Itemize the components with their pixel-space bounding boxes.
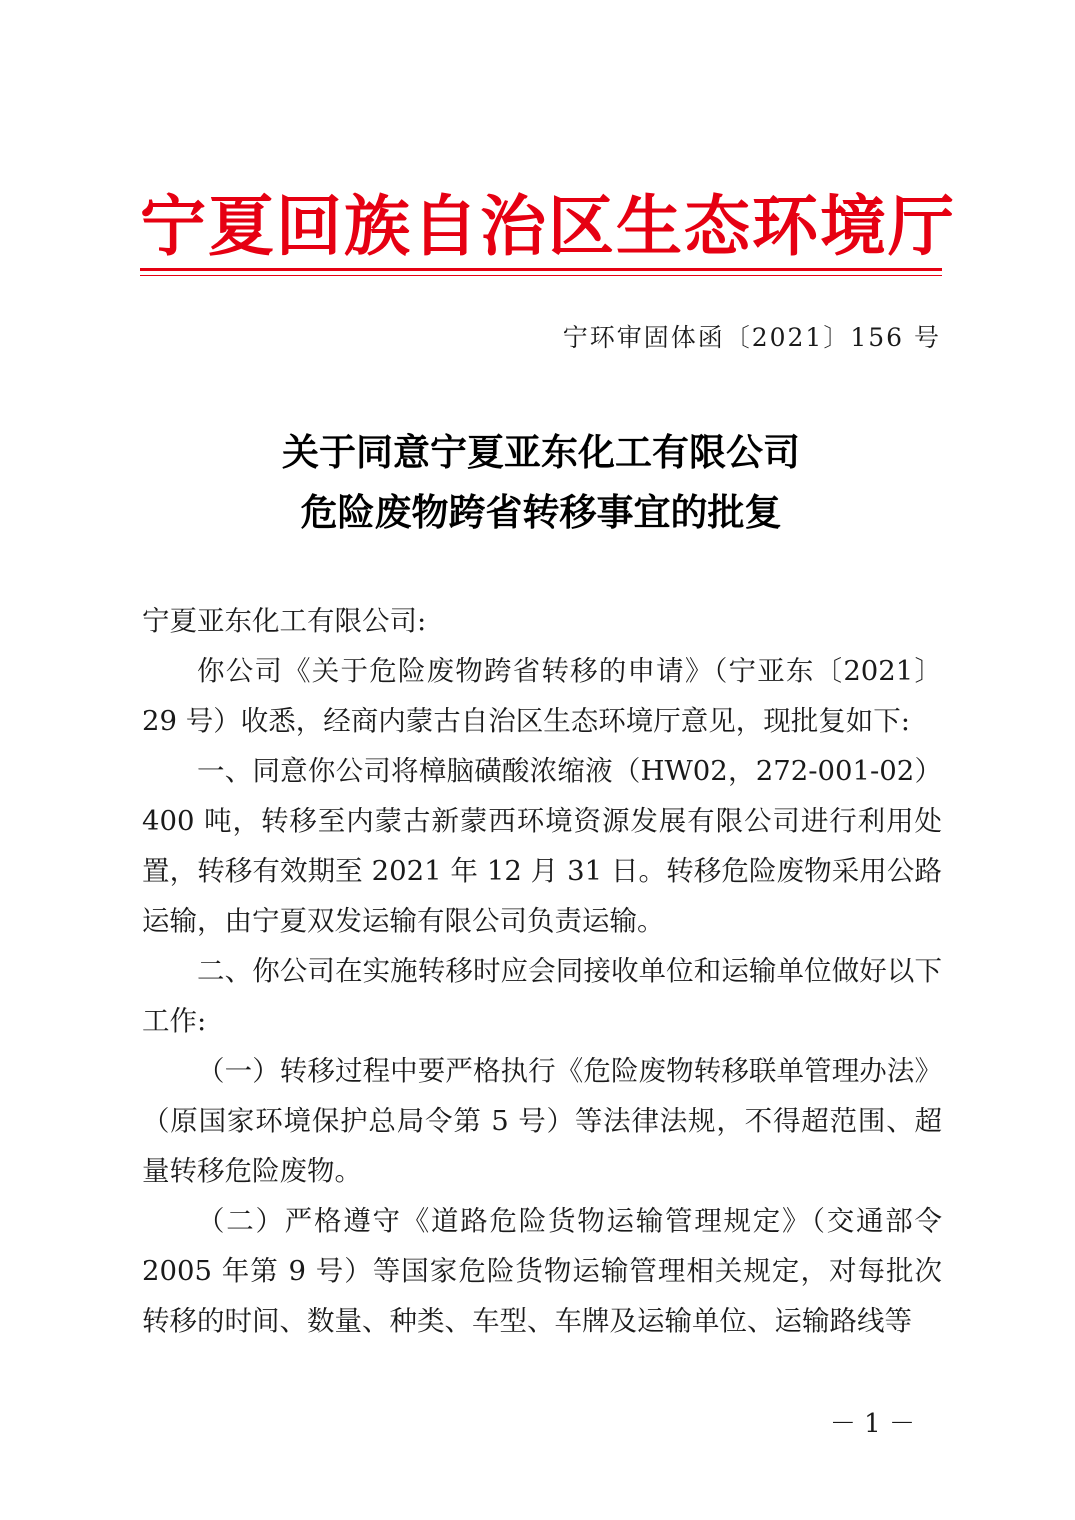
salutation: 宁夏亚东化工有限公司: — [142, 605, 427, 637]
red-separator-line-thick — [140, 268, 942, 271]
body-paragraph-5: （二）严格遵守《道路危险货物运输管理规定》（交通部令 2005 年第 9 号）等国家危险货物运输管理相关规定，对每批次转移的时间、数量、种类、车型、车牌及运输单位、运输路线等 — [142, 1205, 942, 1337]
body-paragraph-3: 二、你公司在实施转移时应会同接收单位和运输单位做好以下工作: — [142, 955, 942, 1037]
red-separator-line-thin — [140, 275, 942, 276]
subject-line-1: 关于同意宁夏亚东化工有限公司 — [282, 430, 800, 474]
body-paragraph-4: （一）转移过程中要严格执行《危险废物转移联单管理办法》（原国家环境保护总局令第 5 号）等法律法规，不得超范围、超量转移危险废物。 — [142, 1055, 942, 1187]
page-number: － 1 － — [829, 1409, 915, 1439]
issuer-header-title: 宁夏回族自治区生态环境厅 — [140, 187, 956, 265]
subject-line-2: 危险废物跨省转移事宜的批复 — [300, 490, 782, 534]
body-paragraph-2: 一、同意你公司将樟脑磺酸浓缩液（HW02，272-001-02）400 吨，转移至内蒙古新蒙西环境资源发展有限公司进行利用处置，转移有效期至 2021 年 12 月 31 日。转移危险废物采用公路运输，由宁夏双发运输有限公司负责运输。 — [142, 755, 942, 937]
document-body — [142, 596, 942, 1346]
document-subject — [140, 422, 942, 542]
body-paragraph-1: 你公司《关于危险废物跨省转移的申请》（宁亚东〔2021〕29 号）收悉，经商内蒙古自治区生态环境厅意见，现批复如下: — [142, 655, 942, 737]
document-number: 宁环审固体函〔2021〕156 号 — [562, 323, 941, 352]
